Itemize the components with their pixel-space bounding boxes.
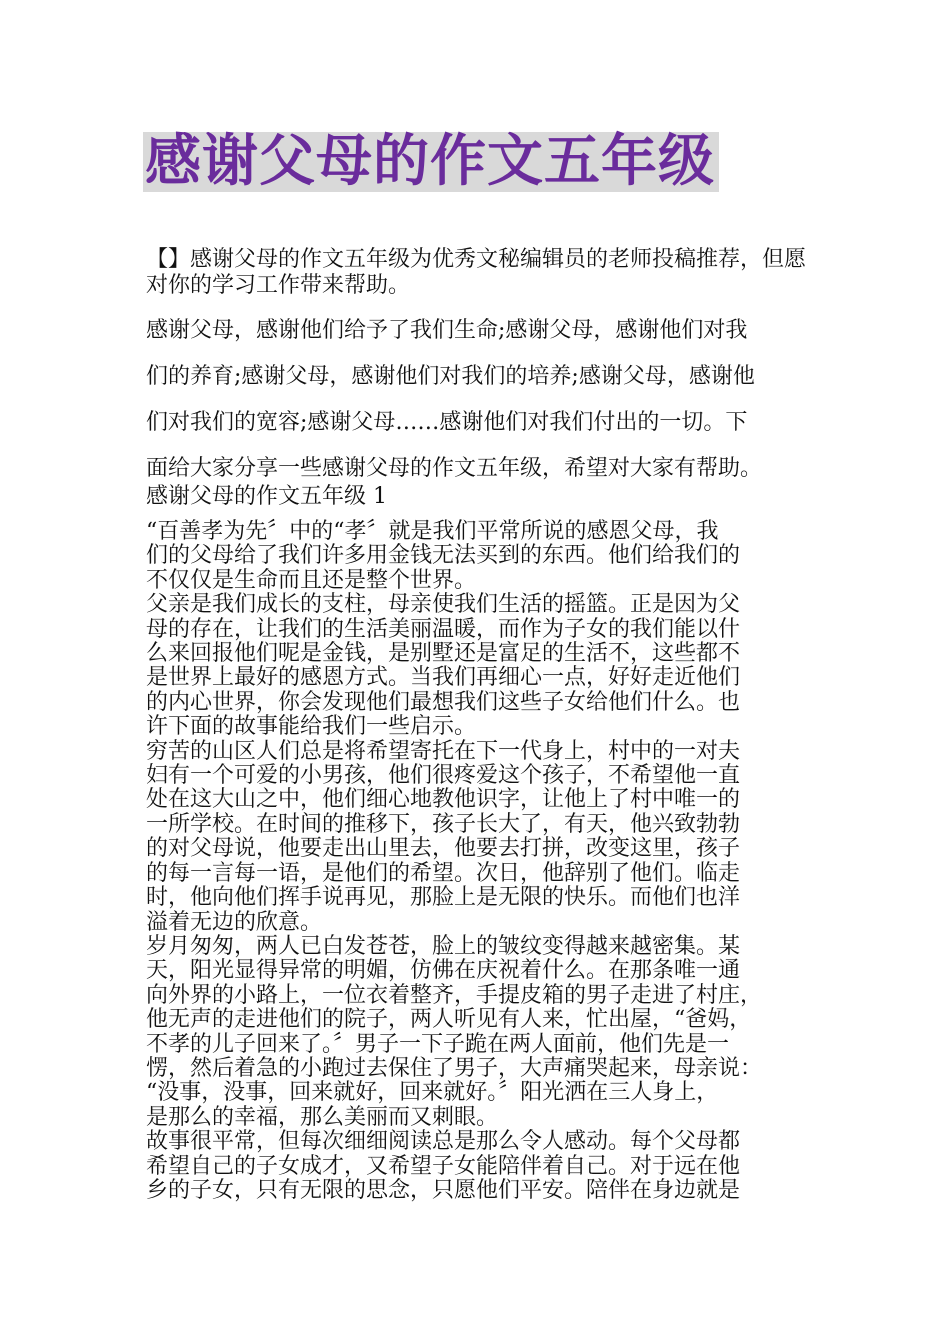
text-line: 乡的子女，只有无限的思念，只愿他们平安。陪伴在身边就是 (146, 1177, 741, 1203)
text-line: 许下面的故事能给我们一些启示。 (146, 714, 477, 740)
summary-line: 感谢父母，感谢他们给予了我们生命;感谢父母，感谢他们对我 (146, 318, 748, 343)
text-line: 他无声的走进他们的院子，两人听见有人来，忙出屋，“爸妈， (146, 1007, 752, 1033)
text-line: 不孝的儿子回来了。〞男子一下子跪在两人面前，他们先是一 (146, 1031, 730, 1057)
text-line: 不仅仅是生命而且还是整个世界。 (146, 567, 477, 593)
text-line: 母的存在，让我们的生活美丽温暖，而作为子女的我们能以什 (146, 616, 741, 642)
text-line: 希望自己的子女成才，又希望子女能陪伴着自己。对于远在他 (146, 1153, 741, 1179)
text-line: 的对父母说，他要走出山里去，他要去打拼，改变这里，孩子 (146, 836, 741, 862)
text-line: 天，阳光显得异常的明媚，仿佛在庆祝着什么。在那条唯一通 (146, 958, 741, 984)
text-line: 故事很平常，但每次细细阅读总是那么令人感动。每个父母都 (146, 1129, 741, 1155)
essay-paragraph (146, 740, 826, 935)
summary-line: 面给大家分享一些感谢父母的作文五年级，希望对大家有帮助。 (146, 456, 763, 481)
text-line: 向外界的小路上，一位衣着整齐，手提皮箱的男子走进了村庄， (146, 982, 763, 1008)
page-title: 感谢父母的作文五年级 (145, 129, 715, 194)
essay-paragraph (146, 1130, 826, 1203)
text-line: 妇有一个可爱的小男孩，他们很疼爱这个孩子，不希望他一直 (146, 763, 741, 789)
text-line: “百善孝为先〞中的“孝〞就是我们平常所说的感恩父母，我 (146, 519, 719, 544)
text-line: “没事，没事，回来就好，回来就好。〞阳光洒在三人身上， (146, 1080, 719, 1106)
summary-line: 们对我们的宽容;感谢父母……感谢他们对我们付出的一切。下 (146, 410, 748, 435)
text-line: 的每一言每一语，是他们的希望。次日，他辞别了他们。临走 (146, 860, 741, 886)
essay-body (146, 520, 826, 1203)
text-line: 穷苦的山区人们总是将希望寄托在下一代身上，村中的一对夫 (146, 738, 741, 764)
text-line: 愣，然后着急的小跑过去保住了男子，大声痛哭起来，母亲说： (146, 1055, 763, 1081)
text-line: 溢着无边的欣意。 (146, 909, 323, 935)
text-line: 一所学校。在时间的推移下，孩子长大了，有天，他兴致勃勃 (146, 811, 741, 837)
essay-subheading: 感谢父母的作文五年级 1 (146, 484, 387, 509)
essay-paragraph (146, 593, 826, 739)
text-line: 时，他向他们挥手说再见，那脸上是无限的快乐。而他们也洋 (146, 885, 741, 911)
text-line: 的内心世界，你会发现他们最想我们这些子女给他们什么。也 (146, 689, 741, 715)
text-line: 是那么的幸福，那么美丽而又刺眼。 (146, 1104, 499, 1130)
intro-paragraph: 【】感谢父母的作文五年级为优秀文秘编辑员的老师投稿推荐，但愿对你的学习工作带来帮助。 (146, 247, 807, 298)
text-line: 处在这大山之中，他们细心地教他识字，让他上了村中唯一的 (146, 787, 741, 813)
text-line: 是世界上最好的感恩方式。当我们再细心一点，好好走近他们 (146, 665, 741, 691)
text-line: 么来回报他们呢是金钱，是别墅还是富足的生活不，这些都不 (146, 641, 741, 667)
summary-paragraph (146, 308, 826, 492)
summary-line: 们的养育;感谢父母，感谢他们对我们的培养;感谢父母，感谢他 (146, 364, 755, 389)
title-highlight (143, 129, 719, 194)
text-line: 父亲是我们成长的支柱，母亲使我们生活的摇篮。正是因为父 (146, 592, 741, 618)
text-line: 们的父母给了我们许多用金钱无法买到的东西。他们给我们的 (146, 543, 741, 569)
essay-paragraph (146, 520, 826, 593)
text-line: 岁月匆匆，两人已白发苍苍，脸上的皱纹变得越来越密集。某 (146, 933, 741, 959)
essay-paragraph (146, 935, 826, 1130)
